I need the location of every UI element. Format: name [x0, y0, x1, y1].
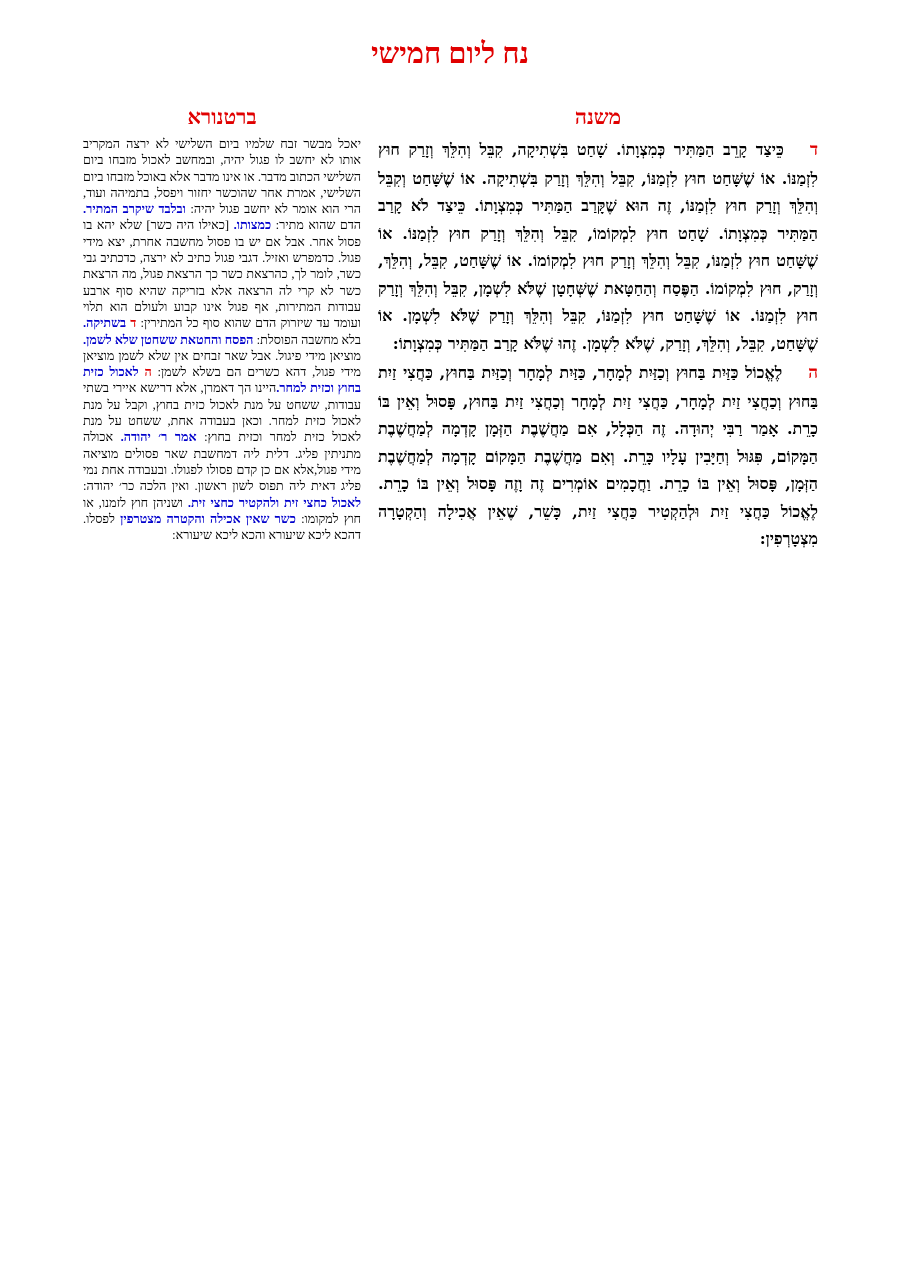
commentary-heading: הפסח והחטאת ששחטן שלא לשמן. — [83, 332, 257, 347]
commentary-heading: אמר ר׳ יהודה. — [120, 430, 205, 445]
page-title: נח ליום חמישי — [371, 38, 529, 70]
commentary-heading: בשתיקה. — [83, 316, 131, 331]
commentary-heading: לאכול כחצי זית ולהקטיר כחצי זית. — [187, 495, 361, 510]
mishnah-text: לֶאֱכוֹל כַּזַּיִת בַּחוּץ וְכַזַּיִת לְמָחָר, כַּזַּיִת לְמָחָר וְכַזַּיִת בַּחוּץ, כַּחֲצִי זַיִת בַּחוּץ וְכַחֲצִי זַיִת לְמָחָר, כַּחֲצִי זַיִת לְמָחָר וְכַחֲצִי זַיִת בַּחוּץ, פָּסוּל וְאֵין בּוֹ כָרֵת. אָמַר רַבִּי יְהוּדָה. זֶה הַכְּלָל, אִם מַחֲשֶׁבֶת הַזְּמָן קָדְמָה לְמַחֲשֶׁבֶת הַמָּקוֹם, פִּגּוּל וְחַיָּבִין עָלָיו כָּרֵת. וְאִם מַחֲשֶׁבֶת הַמָּקוֹם קָדְמָה לְמַחֲשֶׁבֶת הַזְּמָן, פָּסוּל וְאֵין בּוֹ כָרֵת. וַחֲכָמִים אוֹמְרִים זֶה וָזֶה פָּסוּל וְאֵין בּוֹ כָרֵת. לֶאֱכוֹל כַּחֲצִי זַיִת וּלְהַקְטִיר כַּחֲצִי זַיִת, כָּשֵׁר, שֶׁאֵין אֲכִילָה וְהַקְטָרָה מִצְטָרְפִין: — [378, 363, 819, 548]
commentary-text: בלא מחשבה הפוסלת: — [256, 332, 362, 347]
mishnah-letter: ה — [808, 363, 818, 383]
commentary-text: לפסלו. דהכא ליכא שיעורא והכא ליכא שיעורא: — [83, 511, 361, 543]
mishnah-heading: משנה — [574, 105, 622, 129]
mishnah-text: כֵּיצַד קָרֵב הַמַּתִּיר כְּמִצְוָתוֹ. שָׁחַט בִּשְׁתִיקָה, קִבֵּל וְהִלֵּךְ וְזָרַק חוּץ לִזְמַנּוֹ. אוֹ שֶׁשָּׁחַט חוּץ לִזְמַנּוֹ, קִבֵּל וְהִלֵּךְ וְזָרַק בִּשְׁתִיקָה. אוֹ שֶׁשָּׁחַט וְקִבֵּל וְהִלֵּךְ וְזָרַק חוּץ לִזְמַנּוֹ, זֶה הוּא שֶׁקָּרַב הַמַּתִּיר כְּמִצְוָתוֹ. כֵּיצַד לֹא קָרַב הַמַּתִּיר כְּמִצְוָתוֹ. שָׁחַט חוּץ לִמְקוֹמוֹ, קִבֵּל וְהִלֵּךְ וְזָרַק חוּץ לִזְמַנּוֹ. אוֹ שֶׁשָּׁחַט חוּץ לִזְמַנּוֹ, קִבֵּל וְהִלֵּךְ וְזָרַק חוּץ לִמְקוֹמוֹ. אוֹ שֶׁשָּׁחַט, קִבֵּל, וְהִלֵּךְ, וְזָרַק, חוּץ לִמְקוֹמוֹ. הַפֶּסַח וְהַחַטָּאת שֶׁשְּׁחָטָן שֶׁלֹּא לִשְׁמָן, קִבֵּל וְהִלֵּךְ וְזָרַק חוּץ לִזְמַנּוֹ. אוֹ שֶׁשָּׁחַט חוּץ לִזְמַנּוֹ, קִבֵּל וְהִלֵּךְ וְזָרַק שֶׁלֹּא לִשְׁמָן. אוֹ שֶׁשָּׁחַט, קִבֵּל, וְהִלֵּךְ, וְזָרַק, שֶׁלֹּא לִשְׁמָן. זֶהוּ שֶׁלֹּא קָרַב הַמַּתִּיר כְּמִצְוָתוֹ: — [378, 140, 818, 353]
commentary-letter: ה — [144, 365, 158, 380]
commentary-heading: כמצותו. — [233, 218, 276, 233]
commentary-heading: לאכול כזית בחוץ וכזית למחר. — [83, 365, 361, 396]
commentary-heading: ובלבד שיקרב המתיר. — [83, 202, 191, 217]
commentary-text: מוציאן מידי פיגול. אבל שאר זבחים אין שלא לשמן מוציאן מידי פגול, דהא כשרים הם בשלא לשמן: — [83, 348, 361, 380]
commentary-text: אכולה מתניתין פליג. דלית ליה דמחשבת שאר פסולים מוציאה מידי פגול,אלא אם כן קדם פסולו לפגולו. ובעבודה אחת נמי פליג דאית ליה תפוס לשון ראשון. ואין הלכה כר׳ יהודה: — [83, 430, 361, 494]
bartenura-text — [83, 136, 361, 543]
mishnah-paragraph — [378, 359, 818, 553]
commentary-letter: ד — [130, 316, 141, 331]
commentary-text: ושניהן חוץ לזמנו, או חוץ למקומו: — [83, 495, 362, 526]
bartenura-heading: ברטנורא — [187, 105, 257, 129]
commentary-text: [כאילו היה כשר] שלא יהא בו פסול אחר. אבל אם יש בו פסול מחשבה אחרת, יצא מידי פגול. כדמפרש ואזיל. דגבי פגול כתיב לא ירצה, כדכתיב גבי כשר, לומר לך, כהרצאת כשר כך הרצאת פגול, מה הרצאת כשר לא קרי לה הרצאה אלא בזריקה שהיא סוף ארבע עבודות המתירות, אף פגול אינו קבוע ולעולם הוא תלוי ועומד עד שיזרוק הדם שהוא סוף כל המתירין: — [83, 218, 361, 331]
bartenura-column — [83, 136, 361, 543]
commentary-text: היינו הך דאמרן, אלא דרישא איירי בשתי עבודות, ששחט על מנת לאכול כזית בחוץ, וקבל על מנת לאכול כזית למחר. וכאן בעבודה אחת, ששחט על מנת לאכול כזית למחר וכזית בחוץ: — [83, 381, 362, 445]
commentary-text: הדם שהוא מתיר: — [275, 218, 362, 233]
commentary-heading: כשר שאין אכילה והקטרה מצטרפין — [120, 511, 302, 526]
mishnah-column — [378, 136, 818, 553]
mishnah-letter: ד — [809, 140, 818, 160]
commentary-text: יאכל מבשר זבח שלמיו ביום השלישי לא ירצה המקריב אותו לא יחשב לו פגול יהיה, ובמחשב לאכול מזבחו ביום השלישי הכתוב מדבר. או אינו מדבר אלא באוכל מזבחו ביום השלישי, אמרת אחר שהוכשר יחזור ויפסל, בתמיהה ועוד, הרי הוא אומר לא יחשב פגול יהיה: — [82, 137, 361, 217]
mishnah-paragraph — [378, 136, 818, 357]
